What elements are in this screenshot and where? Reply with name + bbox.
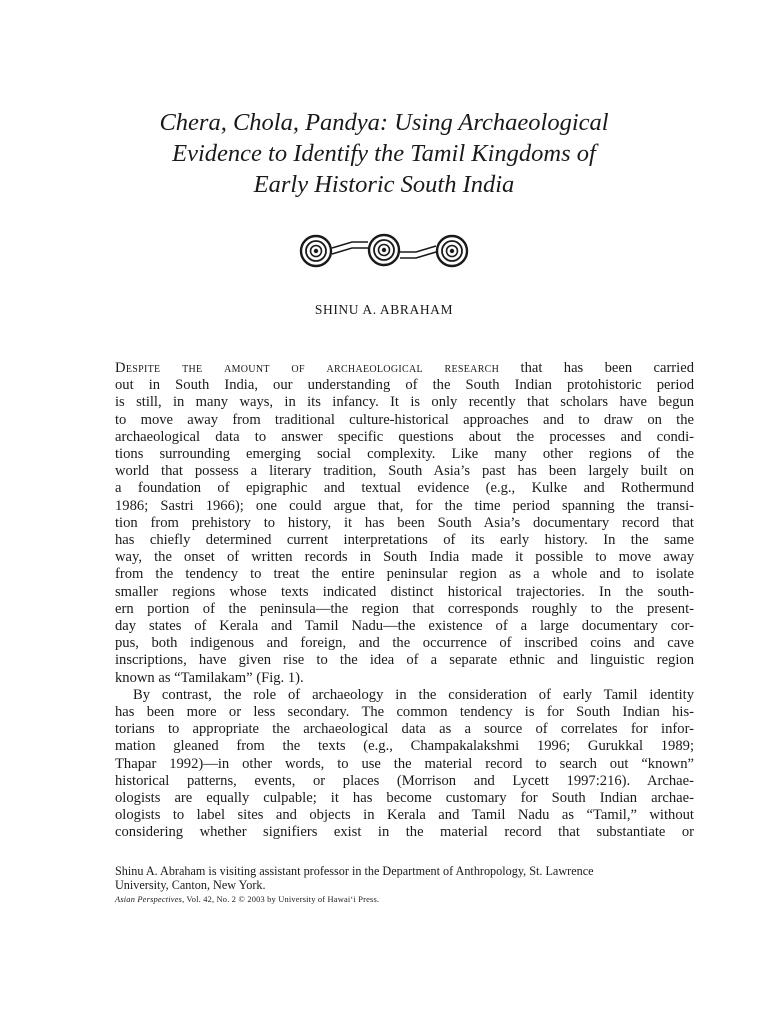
body-line: a foundation of epigraphic and textual evidence (e.g., Kulke and Rothermund [115,480,694,497]
body-line: way, the onset of written records in South India made it possible to move away [115,549,694,566]
body-line: By contrast, the role of archaeology in the consideration of early Tamil identity [133,686,694,703]
body-line: torians to appropriate the archaeological data as a source of correlates for infor- [115,721,694,738]
journal-citation [115,895,379,904]
body-line: inscriptions, have given rise to the idea of a separate ethnic and linguistic region [115,652,694,669]
body-line: pus, both indigenous and foreign, and the occurrence of inscribed coins and cave [115,635,694,652]
body-line: smaller regions whose texts indicated distinct historical trajectories. In the south- [115,583,694,600]
body-line: day states of Kerala and Tamil Nadu—the existence of a large documentary cor- [115,618,694,635]
body-line: has chiefly determined current interpretations of its early history. In the same [115,532,694,549]
body-line: from the tendency to treat the entire peninsular region as a whole and to isolate [115,566,694,583]
body-line: ologists to label sites and objects in Kerala and Tamil Nadu as “Tamil,” without [115,807,694,824]
title-line-1: Chera, Chola, Pandya: Using Archaeological [159,109,609,136]
body-line: is still, in many ways, in its infancy. It is only recently that scholars have begun [115,394,694,411]
body-line: tions surrounding emerging social complexity. Like many other regions of the [115,446,694,463]
body-line: historical patterns, events, or places (Morrison and Lycett 1997:216). Archae- [115,772,694,789]
body-line: has been more or less secondary. The common tendency is for South Indian his- [115,704,694,721]
author-footnote [115,864,698,892]
body-line: to move away from traditional culture-historical approaches and to draw on the [115,411,694,428]
body-line [115,360,694,377]
title-line-2: Evidence to Identify the Tamil Kingdoms of [172,140,596,167]
footnote-line-2: University, Canton, New York. [115,878,266,892]
body-line: tion from prehistory to history, it has been South Asia’s documentary record that [115,514,694,531]
body-line: ern portion of the peninsula—the region that corresponds roughly to the present- [115,600,694,617]
body-line-text: that has been carried [499,360,694,376]
body-line: world that possess a literary tradition, South Asia’s past has been largely built on [115,463,694,480]
body-line: known as “Tamilakam” (Fig. 1). [115,669,304,686]
author-name: SHINU A. ABRAHAM [314,302,454,317]
title-line-3: Early Historic South India [253,171,515,198]
body-line: considering whether signifiers exist in the material record that substantiate or [115,824,694,841]
body-line: Thapar 1992)—in other words, to use the material record to search out “known” [115,755,694,772]
body-line: 1986; Sastri 1966); one could argue that, for the time period spanning the transi- [115,497,694,514]
footnote-line-1: Shinu A. Abraham is visiting assistant professor in the Department of Anthropology, St. Lawrence [115,864,594,878]
lead-in-small-caps: Despite the amount of archaeological research [115,360,500,376]
body-line: ologists are equally culpable; it has become customary for South Indian archae- [115,790,694,807]
article-title [40,107,728,200]
scroll-spiral-ornament-icon [296,232,472,268]
citation-details: , Vol. 42, No. 2 © 2003 by University of Hawai‘i Press. [182,895,380,904]
journal-name: Asian Perspectives [115,895,183,904]
body-line: mation gleaned from the texts (e.g., Champakalakshmi 1996; Gurukkal 1989; [115,738,694,755]
body-line: out in South India, our understanding of the South Indian protohistoric period [115,377,694,394]
article-body [115,360,694,842]
body-line: archaeological data to answer specific questions about the processes and condi- [115,428,694,445]
